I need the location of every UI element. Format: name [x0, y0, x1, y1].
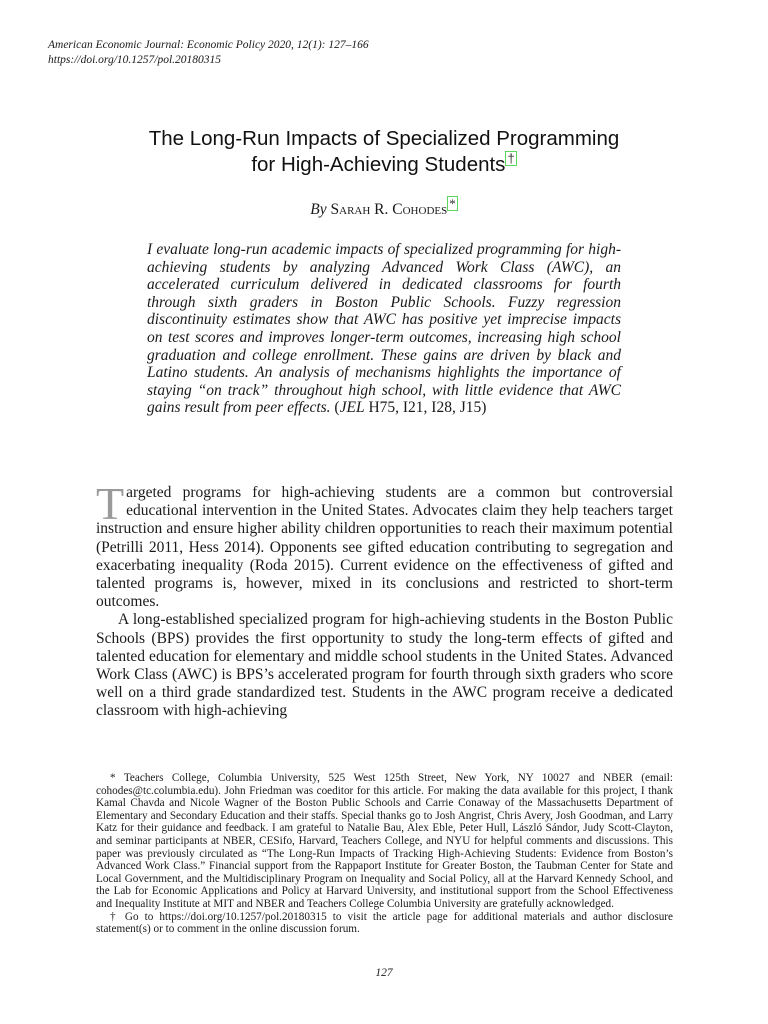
byline — [0, 196, 768, 219]
page-number: 127 — [375, 967, 393, 979]
paragraph-1 — [96, 478, 673, 611]
author-name: Sarah R. Cohodes — [330, 201, 448, 219]
journal-header — [48, 38, 369, 67]
title-line-2-text: for High-Achieving Students — [251, 152, 506, 176]
jel-code-list: H75, I21, I28, J15) — [364, 399, 487, 417]
abstract-text: I evaluate long-run academic impacts of specialized programming for high-achieving students by analyzing Advanced Work Class (AWC), an accelerated curriculum delivered in dedicated classrooms for fourth through sixth graders in Boston Public Schools. Fuzzy regression discontinuity estimates show that AWC has positive yet imprecise impacts on test scores and improves longer-term outcomes, increasing high school graduation and college enrollment. These gains are driven by black and Latino students. An analysis of mechanisms highlights the importance of staying “on track” throughout high school, with little evidence that AWC gains result from peer effects. — [147, 241, 621, 417]
footnote-author: * Teachers College, Columbia University, 525 West 125th Street, New York, NY 10027 and NBER (email: cohodes@tc.columbia.edu). John Friedman was coeditor for this article. For making the data available for this project, I thank Kamal Chavda and Nicole Wagner of the Boston Public Schools and Carrie Conaway of the Massachusetts Department of Elementary and Secondary Education and their staffs. Special thanks go to Josh Angrist, Chris Avery, Josh Goodman, and Larry Katz for their guidance and feedback. I am grateful to Natalie Bau, Alex Eble, Peter Hull, László Sándor, Judy Scott-Clayton, and seminar participants at NBER, CESifo, Harvard, Teachers College, and NYU for helpful comments and discussions. This paper was previously circulated as “The Long-Run Impacts of Tracking High-Achieving Students: Evidence from Boston’s Advanced Work Class.” Financial support from the Rappaport Institute for Greater Boston, the Taubman Center for State and Local Government, and the Multidisciplinary Program on Inequality and Social Policy, all at the Harvard Kennedy School, and the Lab for Economic Applications and Policy at Harvard University, and institutional support from the School Effectiveness and Inequality Institute at MIT and NBER and Teachers College Columbia University are gratefully acknowledged. — [96, 772, 673, 910]
article-title — [0, 126, 768, 177]
title-line-2 — [0, 151, 768, 177]
title-footnote-marker[interactable]: † — [507, 151, 515, 166]
journal-citation: American Economic Journal: Economic Policy 2020, 12(1): 127–166 — [48, 39, 369, 51]
drop-cap: T — [96, 478, 125, 529]
jel-label: JEL — [339, 399, 365, 417]
footnotes — [96, 772, 673, 936]
title-line-1: The Long-Run Impacts of Specialized Programming — [148, 127, 620, 150]
body-text — [96, 478, 673, 721]
jel-open: ( — [334, 399, 340, 417]
paragraph-1-text: argeted programs for high-achieving students are a common but controversial educational intervention in the United States. Advocates claim they help teachers target instruction and ensure higher ability children opportunities to reach their maximum potential (Petrilli 2011, Hess 2014). Opponents see gifted education contributing to segregation and exacerbating inequality (Roda 2015). Current evidence on the effectiveness of gifted and talented programs is, however, mixed in its conclusions and restricted to short-term outcomes. — [96, 484, 673, 611]
footnote-article: † Go to https://doi.org/10.1257/pol.20180315 to visit the article page for additional materials and author disclosure statement(s) or to comment in the online discussion forum. — [96, 910, 673, 936]
paragraph-2: A long-established specialized program for high-achieving students in the Boston Public Schools (BPS) provides the first opportunity to study the long-term effects of gifted and talented education for elementary and middle school students in the United States. Advanced Work Class (AWC) is BPS’s accelerated program for fourth through sixth graders who score well on a third grade standardized test. Students in the AWC program receive a dedicated classroom with high-achieving — [96, 611, 673, 720]
jel-codes — [334, 399, 486, 416]
byline-by: By — [310, 201, 327, 219]
author-footnote-marker[interactable]: * — [449, 196, 456, 211]
doi-link[interactable]: https://doi.org/10.1257/pol.20180315 — [48, 53, 222, 66]
abstract — [147, 241, 621, 417]
